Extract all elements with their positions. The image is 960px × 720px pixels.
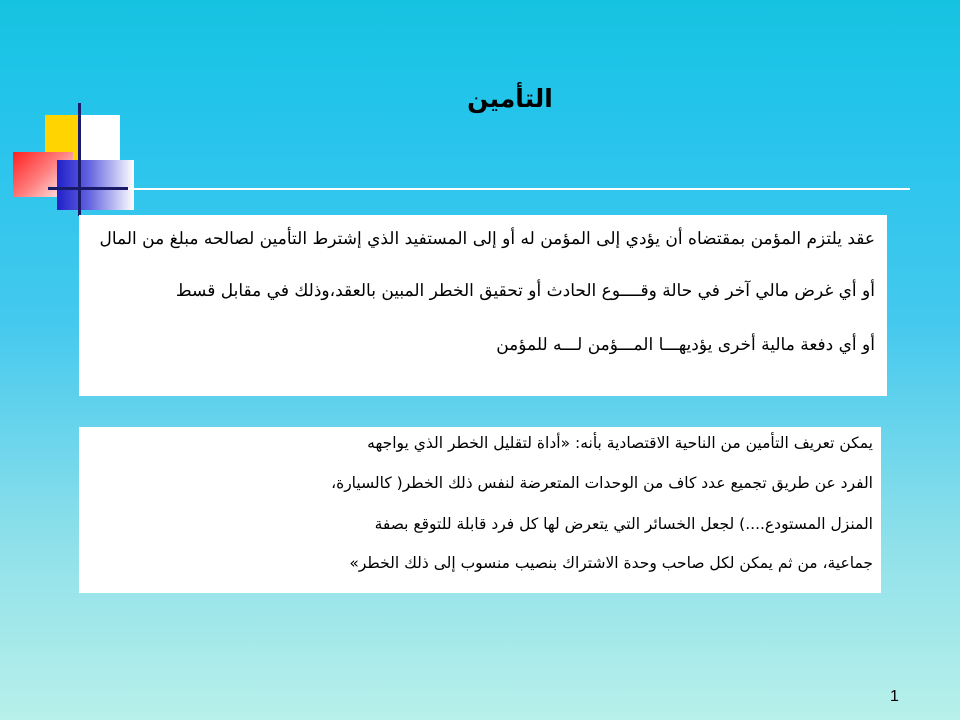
yellow-square-decoration [45,115,117,187]
definition-line-3: أو أي دفعة مالية أخرى يؤديهـــا المـــؤمن لـــه للمؤمن [496,335,875,355]
red-square-decoration [13,152,73,197]
blue-square-decoration [57,160,134,210]
economic-line-1: يمكن تعريف التأمين من الناحية الاقتصادية بأنه: «أداة لتقليل الخطر الذي يواجهه [367,434,873,452]
economic-line-3: المنزل المستودع....) لجعل الخسائر التي يتعرض لها كل فرد قابلة للتوقع بصفة [374,515,873,533]
white-square-decoration [80,115,120,163]
definition-line-2: أو أي غرض مالي آخر في حالة وقــــوع الحادث أو تحقيق الخطر المبين بالعقد،وذلك في مقابل قسط [175,281,875,301]
economic-definition-box [79,427,881,593]
vertical-rule [78,103,81,216]
definition-line-1: عقد يلتزم المؤمن بمقتضاه أن يؤدي إلى المؤمن له أو إلى المستفيد الذي إشترط التأمين لصالحه مبلغ من المال [99,229,875,249]
economic-line-4: جماعية، من ثم يمكن لكل صاحب وحدة الاشتراك بنصيب منسوب إلى ذلك الخطر» [349,554,873,572]
slide-title: التأمين [467,84,553,113]
definition-box [79,215,887,396]
economic-line-2: الفرد عن طريق تجميع عدد كاف من الوحدات المتعرضة لنفس ذلك الخطر( كالسيارة، [331,474,873,492]
horizontal-rule-dark [48,187,128,190]
page-number: 1 [890,688,899,705]
horizontal-rule-light [128,188,910,190]
